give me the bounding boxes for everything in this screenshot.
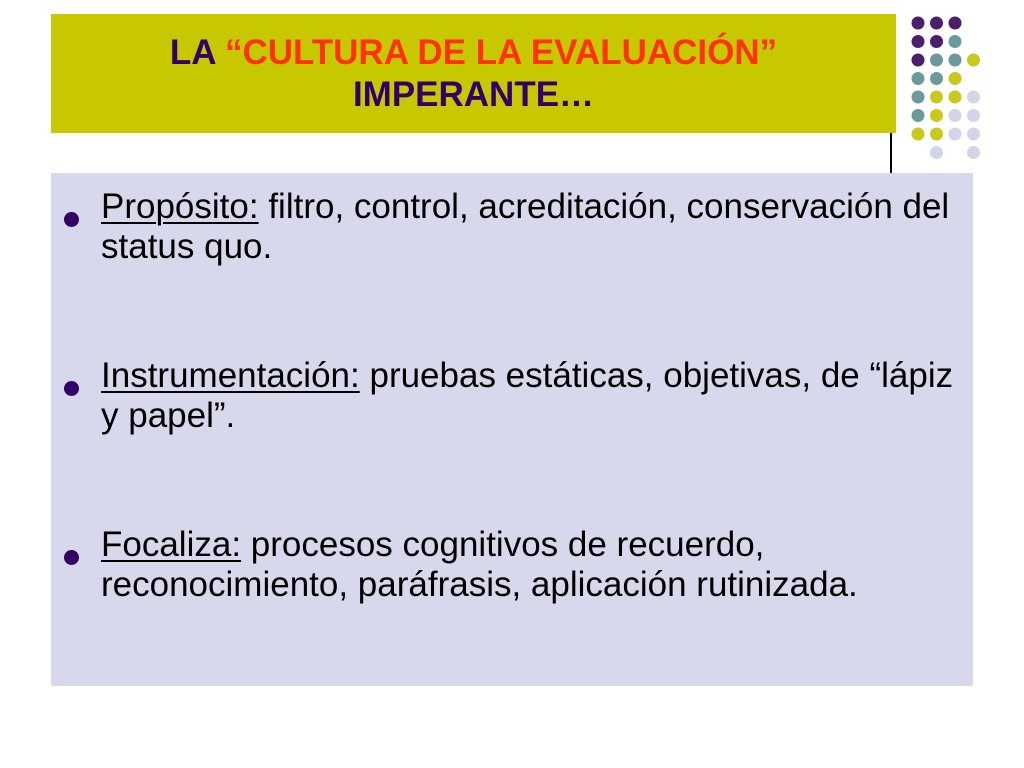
decorative-dot <box>912 128 925 141</box>
title-line-1 <box>170 32 777 74</box>
decorative-dot <box>967 91 980 104</box>
decorative-dot <box>930 109 943 122</box>
decorative-dot <box>949 17 962 30</box>
decorative-dot <box>967 54 980 67</box>
decorative-dot <box>912 91 925 104</box>
bullet-body: filtro, control, acreditación, conservación del status quo. <box>101 187 950 266</box>
decorative-dot <box>912 109 925 122</box>
decorative-dot <box>949 35 962 48</box>
decorative-dot <box>930 54 943 67</box>
divider-line <box>890 133 892 173</box>
decorative-dot <box>930 17 943 30</box>
bullet-body: pruebas estáticas, objetivas, de “lápiz y papel”. <box>101 356 954 435</box>
decorative-dot <box>967 109 980 122</box>
decorative-dot <box>912 17 925 30</box>
decorative-dot <box>930 146 943 159</box>
title-line-2: IMPERANTE… <box>352 74 595 114</box>
decorative-dot <box>912 72 925 85</box>
decorative-dot <box>912 54 925 67</box>
bullet-icon <box>64 381 79 396</box>
bullet-text <box>101 525 971 605</box>
decorative-dot <box>930 35 943 48</box>
title-banner <box>51 14 896 133</box>
bullet-icon <box>64 212 79 227</box>
bullet-body: procesos cognitivos de recuerdo, reconocimiento, paráfrasis, aplicación rutinizada. <box>101 525 858 604</box>
decorative-dot <box>912 35 925 48</box>
decorative-dot <box>930 91 943 104</box>
decorative-dot <box>967 128 980 141</box>
decorative-dot <box>930 72 943 85</box>
bullet-text <box>101 356 971 436</box>
bullet-term: Propósito: <box>101 187 259 226</box>
decorative-dot <box>949 109 962 122</box>
bullet-text <box>101 187 971 267</box>
title-prefix: LA <box>169 32 216 72</box>
decorative-dot <box>967 146 980 159</box>
bullet-icon <box>64 550 79 565</box>
decorative-dot <box>949 91 962 104</box>
decorative-dot <box>930 128 943 141</box>
decorative-dot <box>949 54 962 67</box>
decorative-dot <box>949 72 962 85</box>
title-accent: “CULTURA DE LA EVALUACIÓN” <box>224 32 778 72</box>
bullet-term: Focaliza: <box>101 525 242 564</box>
bullet-term: Instrumentación: <box>101 356 360 395</box>
content-box <box>51 173 973 686</box>
decorative-dot <box>949 128 962 141</box>
